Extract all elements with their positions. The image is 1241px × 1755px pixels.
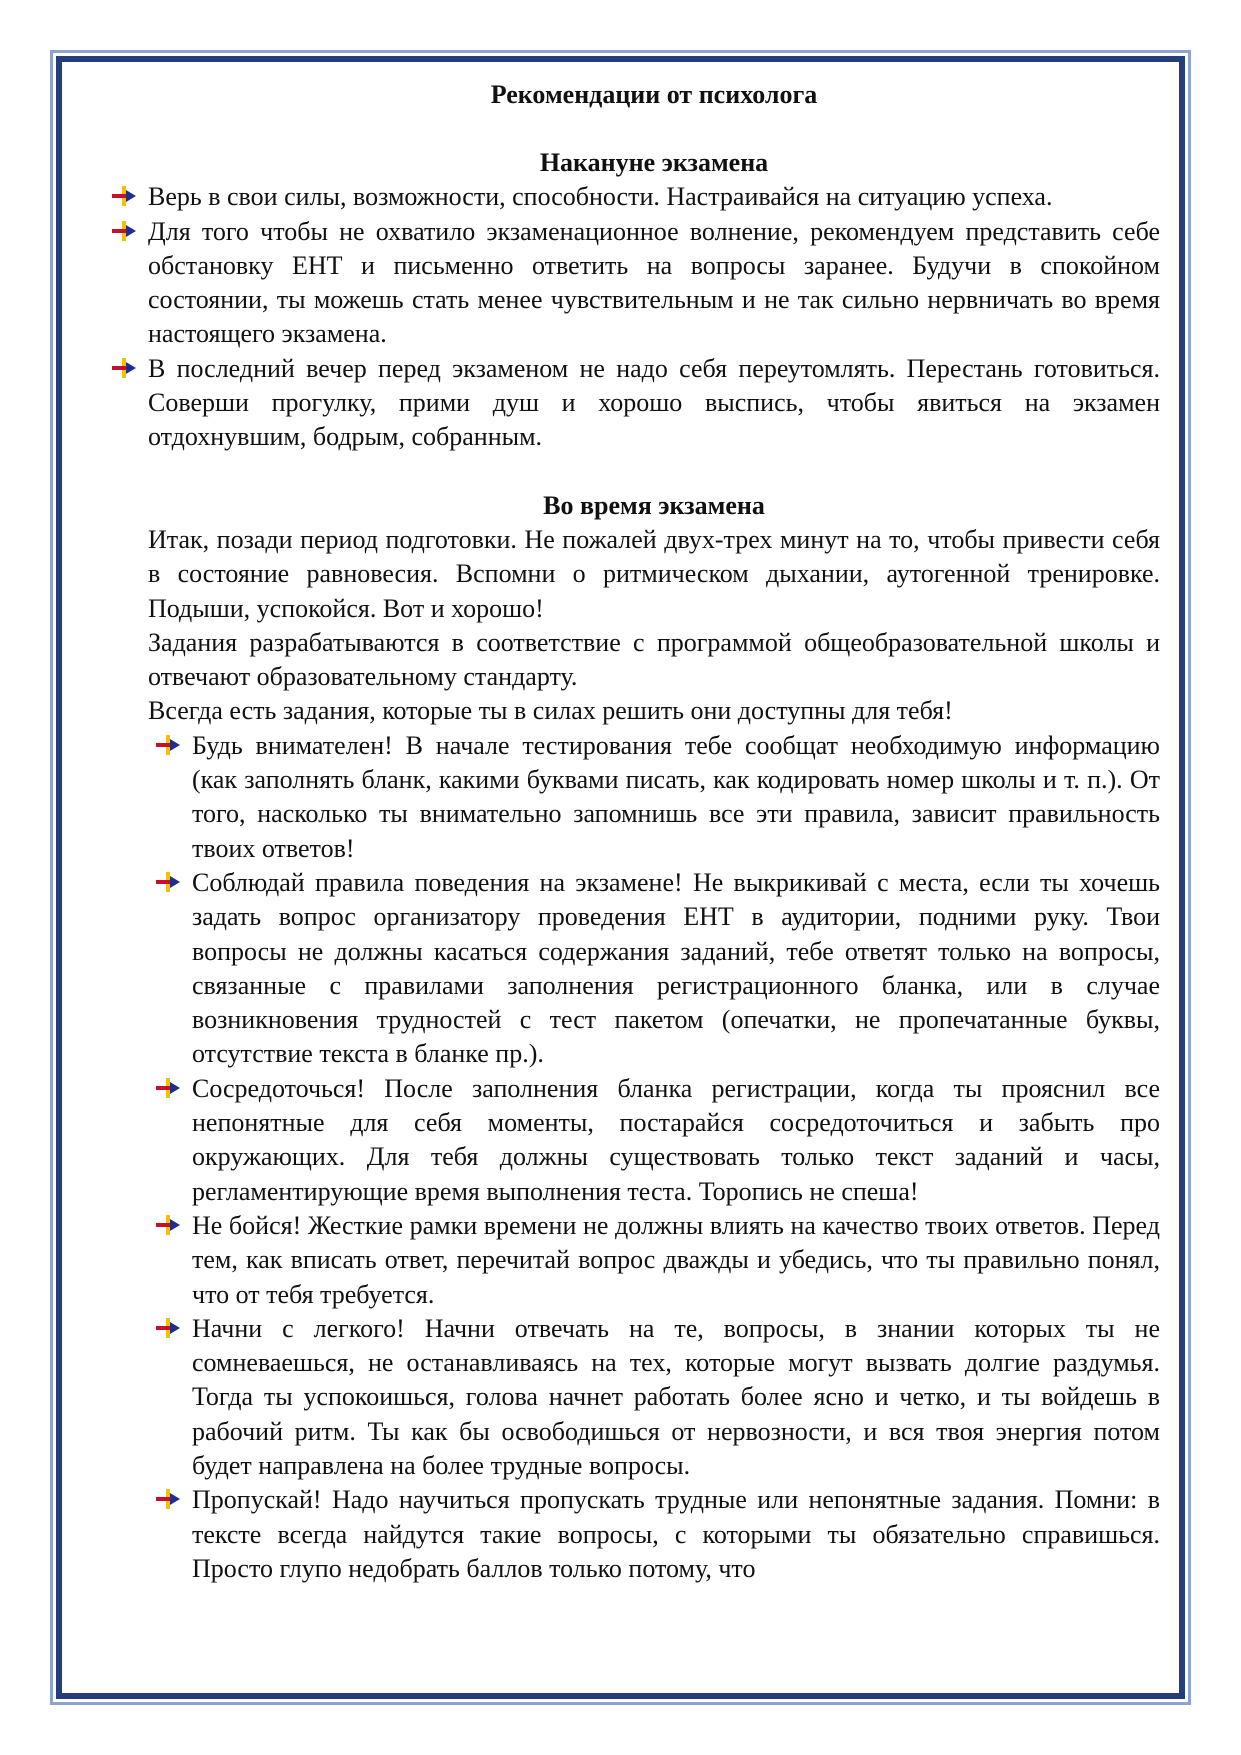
arrow-bullet-icon	[156, 1215, 180, 1235]
blank-line	[148, 455, 1160, 489]
document-title: Рекомендации от психолога	[490, 80, 818, 109]
list-item	[192, 1209, 1160, 1312]
list-item-text: Пропускай! Надо научиться пропускать трудные или непонятные задания. Помни: в тексте всегда найдутся такие вопросы, с которыми ты обязательно справишься. Просто глупо недобрать баллов только потому, что	[192, 1485, 1160, 1583]
arrow-bullet-icon	[112, 221, 136, 241]
before-exam-list	[148, 180, 1160, 454]
list-item	[148, 352, 1160, 455]
list-item	[148, 215, 1160, 352]
paragraph: Итак, позади период подготовки. Не пожалей двух-трех минут на то, чтобы привести себя в состояние равновесия. Вспомни о ритмическом дыхании, аутогенной тренировке. Подыши, успокойся. Вот и хорошо!	[148, 524, 1160, 623]
document-page	[148, 78, 1160, 1586]
list-item-text: Сосредоточься! После заполнения бланка регистрации, когда ты прояснил все непонятные для себя моменты, постарайся сосредоточиться и забыть про окружающих. Для тебя должны существовать только текст заданий и часы, регламентирующие время выполнения теста. Торопись не спеша!	[192, 1073, 1160, 1206]
arrow-bullet-icon	[156, 1489, 180, 1509]
paragraph: Всегда есть задания, которые ты в силах решить они доступны для тебя!	[148, 696, 953, 726]
arrow-bullet-icon	[156, 1078, 180, 1098]
list-item	[192, 1072, 1160, 1209]
list-item	[192, 866, 1160, 1072]
list-item-text: Начни с легкого! Начни отвечать на те, вопросы, в знании которых ты не сомневаешься, не останавливаясь на тех, которые могут вызвать долгие раздумья. Тогда ты успокоишься, голова начнет работать более ясно и четко, и ты войдешь в рабочий ритм. Ты как бы освободишься от нервозности, и вся твоя энергия потом будет направлена на более трудные вопросы.	[192, 1313, 1160, 1480]
list-item	[192, 1312, 1160, 1483]
list-item	[148, 180, 1160, 214]
arrow-bullet-icon	[112, 186, 136, 206]
list-item-text: В последний вечер перед экзаменом не надо себя переутомлять. Перестань готовиться. Соверши прогулку, прими душ и хорошо выспись, чтобы явиться на экзамен отдохнувшим, бодрым, собранным.	[148, 353, 1160, 452]
list-item-text: Соблюдай правила поведения на экзамене! Не выкрикивай с места, если ты хочешь задать вопрос организатору проведения ЕНТ в аудитории, подними руку. Твои вопросы не должны касаться содержания заданий, тебе ответят только на вопросы, связанные с правилами заполнения регистрационного бланка, или в случае возникновения трудностей с тест пакетом (опечатки, не пропечатанные буквы, отсутствие текста в бланке пр.).	[192, 867, 1160, 1069]
list-item-text: Будь внимателен! В начале тестирования тебе сообщат необходимую информацию (как заполнять бланк, какими буквами писать, как кодировать номер школы и т. п.). От того, насколько ты внимательно запомнишь все эти правила, зависит правильность твоих ответов!	[192, 730, 1160, 863]
list-item-text: Не бойся! Жесткие рамки времени не должны влиять на качество твоих ответов. Перед тем, как вписать ответ, перечитай вопрос дважды и убедись, что ты правильно понял, что от тебя требуется.	[192, 1210, 1160, 1309]
arrow-bullet-icon	[156, 872, 180, 892]
arrow-bullet-icon	[112, 358, 136, 378]
arrow-bullet-icon	[156, 735, 180, 755]
section-heading-before-exam: Накануне экзамена	[539, 148, 769, 177]
list-item	[192, 729, 1160, 866]
arrow-bullet-icon	[156, 1318, 180, 1338]
list-item-text: Верь в свои силы, возможности, способности. Настраивайся на ситуацию успеха.	[148, 182, 1053, 212]
paragraph: Задания разрабатываются в соответствие с программой общеобразовательной школы и отвечают образовательному стандарту.	[148, 627, 1160, 692]
list-item-text: Для того чтобы не охватило экзаменационное волнение, рекомендуем представить себе обстановку ЕНТ и письменно ответить на вопросы заранее. Будучи в спокойном состоянии, ты можешь стать менее чувствительным и не так сильно нервничать во время настоящего экзамена.	[148, 216, 1160, 349]
blank-line	[148, 112, 1160, 146]
during-exam-list	[148, 729, 1160, 1586]
section-heading-during-exam: Во время экзамена	[543, 490, 765, 520]
list-item	[192, 1483, 1160, 1586]
